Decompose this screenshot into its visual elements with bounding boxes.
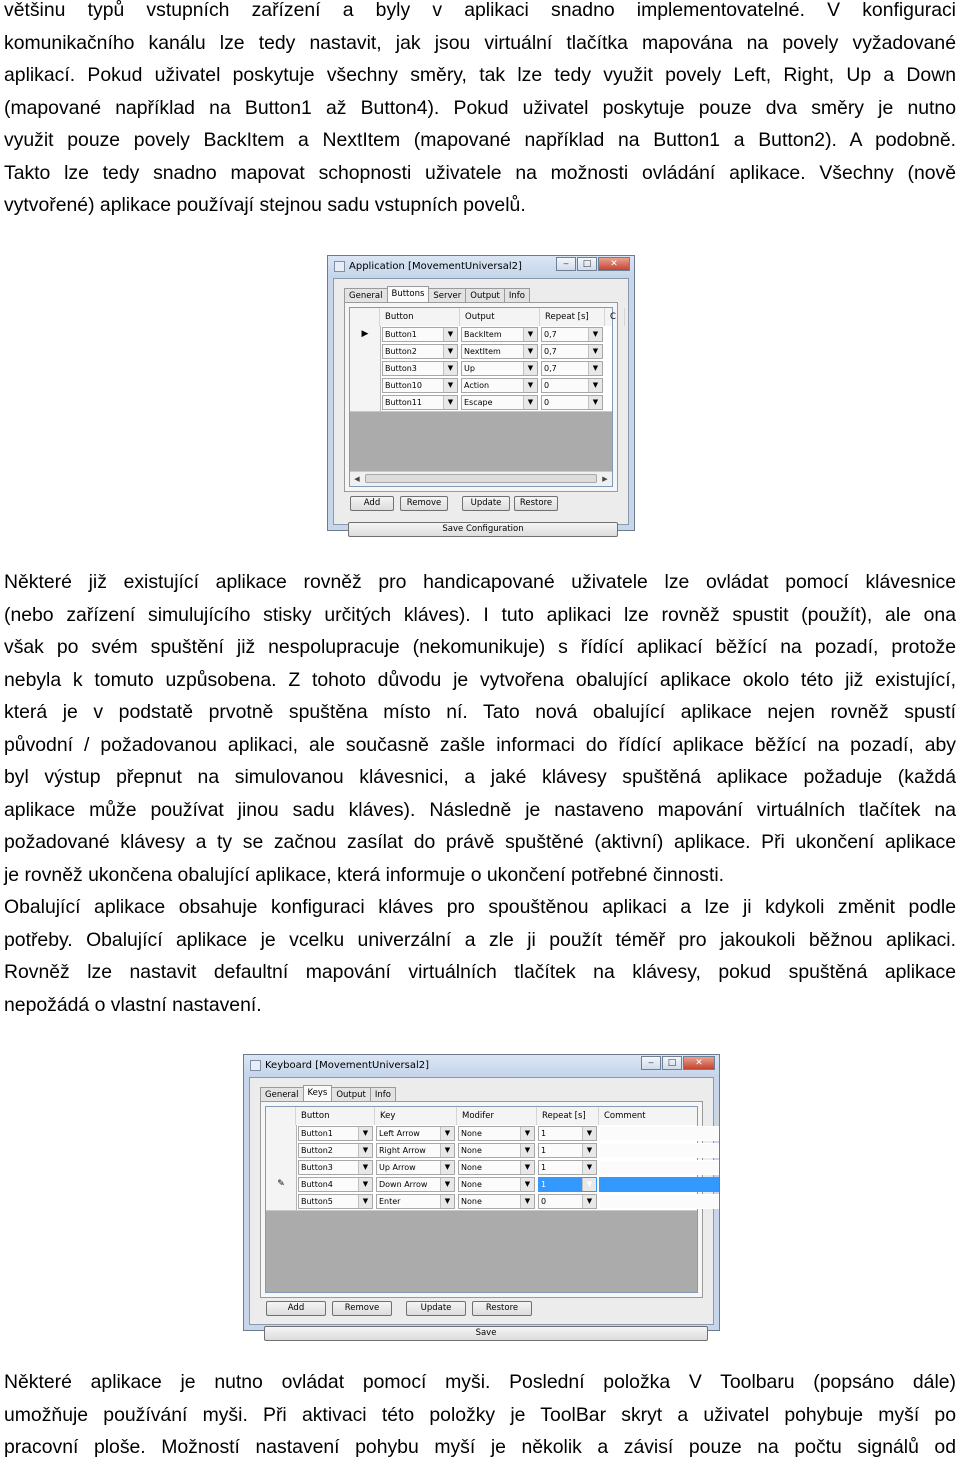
minimize-icon[interactable]: ‒	[556, 257, 576, 271]
grid-corner	[266, 1107, 296, 1125]
chevron-down-icon[interactable]: ▼	[520, 1144, 534, 1157]
close-icon[interactable]: ✕	[598, 257, 630, 271]
output-select-value: NextItem	[464, 347, 501, 356]
row-header	[266, 1159, 297, 1176]
tab-buttons[interactable]: Buttons	[387, 286, 430, 302]
table-row[interactable]	[266, 1176, 697, 1194]
column-header-button[interactable]: Button	[296, 1107, 375, 1125]
repeat-select[interactable]	[541, 344, 603, 359]
button-select-value: Button5	[301, 1197, 333, 1206]
chevron-down-icon[interactable]: ▼	[443, 396, 457, 409]
text-line: požadované klávesy a ty se začnou zasílat do právě spuštěné (aktivní) aplikace. Při ukončení aplikace	[4, 831, 956, 853]
modifier-select[interactable]	[458, 1177, 535, 1192]
row-header	[266, 1142, 297, 1159]
chevron-down-icon[interactable]: ▼	[582, 1178, 596, 1191]
text-line: Některé aplikace je nutno ovládat pomocí myši. Poslední položka V Toolbaru (popsáno dále)	[4, 1371, 956, 1393]
comment-cell[interactable]	[599, 1126, 719, 1141]
repeat-select[interactable]	[538, 1160, 597, 1175]
tab-strip	[344, 287, 529, 303]
output-select[interactable]	[461, 344, 538, 359]
window-title: Keyboard [MovementUniversal2]	[265, 1060, 430, 1071]
output-select-value: Up	[464, 364, 475, 373]
table-row[interactable]	[350, 394, 612, 412]
row-header	[266, 1193, 297, 1210]
chevron-down-icon[interactable]: ▼	[358, 1178, 372, 1191]
application-dialog	[327, 255, 635, 534]
comment-cell[interactable]	[599, 1194, 719, 1209]
chevron-down-icon[interactable]: ▼	[443, 345, 457, 358]
repeat-select-value: 1	[541, 1180, 547, 1189]
chevron-down-icon[interactable]: ▼	[582, 1144, 596, 1157]
repeat-select-value: 0,7	[544, 347, 557, 356]
repeat-select[interactable]	[538, 1126, 597, 1141]
text-line: (nebo zařízení simulujícího stisky určitých kláves). I tuto aplikaci lze rovněž spustit (použít), ale ona	[4, 603, 956, 626]
output-select[interactable]	[461, 327, 538, 342]
chevron-down-icon[interactable]: ▼	[440, 1127, 454, 1140]
tab-strip	[260, 1086, 395, 1102]
application-icon	[250, 1060, 261, 1071]
repeat-select[interactable]	[541, 378, 603, 393]
chevron-down-icon[interactable]: ▼	[523, 396, 537, 409]
grid-header	[350, 308, 616, 327]
text-line: Obalující aplikace obsahuje konfiguraci kláves pro spouštěnou aplikaci a lze ji kdykoli změnit podle	[4, 896, 956, 918]
window-title: Application [MovementUniversal2]	[349, 261, 522, 272]
key-select-value: Down Arrow	[379, 1180, 428, 1189]
chevron-down-icon[interactable]: ▼	[523, 379, 537, 392]
text-line: aplikací. Pokud uživatel poskytuje všechny směry, tak lze tedy využit povely Left, Right, Up a Down	[4, 64, 956, 86]
column-header-output[interactable]: Output	[460, 308, 540, 326]
tab-general[interactable]: General	[344, 288, 388, 302]
chevron-down-icon[interactable]: ▼	[523, 345, 537, 358]
row-header	[350, 360, 381, 377]
column-header-comment[interactable]: Comment	[599, 1107, 719, 1125]
repeat-select[interactable]	[538, 1194, 597, 1209]
grid-corner	[350, 308, 380, 326]
save-configuration-button[interactable]: Save Configuration	[348, 522, 618, 537]
button-select[interactable]	[382, 378, 458, 393]
close-icon[interactable]: ✕	[683, 1056, 715, 1070]
table-row[interactable]	[266, 1159, 697, 1177]
text-line: která je v podstatě prvotně spuštěna místo ní. Tato nová obalující aplikace nejen rovněž spustí	[4, 701, 956, 723]
text-line: vytvořené) aplikace používají stejnou sadu vstupních povelů.	[4, 194, 526, 216]
keyboard-dialog	[243, 1054, 720, 1338]
title-bar	[328, 256, 634, 278]
button-select-value: Button10	[385, 381, 422, 390]
repeat-select[interactable]	[538, 1143, 597, 1158]
column-header-button[interactable]: Button	[380, 308, 460, 326]
repeat-select-value: 0	[541, 1197, 547, 1206]
chevron-down-icon[interactable]: ▼	[523, 362, 537, 375]
paragraph-keyboard-configuration	[4, 891, 956, 1021]
text-line: Některé již existující aplikace rovněž pro handicapované uživatele lze ovládat pomocí klávesnice	[4, 571, 956, 593]
text-line: aplikace může používat jinou sadu kláves). Následně je nastaveno mapování virtuálních tlačítek na	[4, 798, 956, 821]
output-select-value: Action	[464, 381, 490, 390]
chevron-down-icon[interactable]: ▼	[443, 362, 457, 375]
paragraph-intro	[4, 0, 956, 222]
chevron-down-icon[interactable]: ▼	[443, 379, 457, 392]
key-mapping-grid	[265, 1106, 698, 1293]
edit-pencil-icon: ✎	[266, 1176, 297, 1193]
column-header-key[interactable]: Key	[375, 1107, 457, 1125]
add-button[interactable]: Add	[350, 496, 394, 511]
tab-output[interactable]: Output	[465, 288, 505, 302]
button-select[interactable]	[382, 344, 458, 359]
text-line: většinu typů vstupních zařízení a byly v aplikaci snadno implementovatelné. V konfiguraci	[4, 0, 956, 21]
row-header	[350, 394, 381, 411]
button-select-value: Button2	[301, 1146, 333, 1155]
text-line: nepožádá o vlastní nastavení.	[4, 993, 262, 1016]
window-client	[249, 1077, 714, 1338]
button-select-value: Button11	[385, 398, 422, 407]
button-select[interactable]	[382, 361, 458, 376]
table-row[interactable]	[350, 326, 612, 344]
text-line: byl výstup přepnut na simulovanou klávesnici, a jaké klávesy spuštěná aplikace požaduje (každá	[4, 766, 956, 788]
restore-button[interactable]: Restore	[472, 1301, 532, 1316]
row-header	[350, 343, 381, 360]
key-select[interactable]	[376, 1143, 455, 1158]
modifier-select-value: None	[461, 1146, 482, 1155]
table-row[interactable]	[266, 1142, 697, 1160]
column-header-repeat-s[interactable]: Repeat [s]	[537, 1107, 599, 1125]
keys-tab-panel	[260, 1101, 703, 1298]
comment-cell[interactable]	[599, 1177, 719, 1192]
horizontal-scrollbar[interactable]	[350, 471, 612, 486]
output-select[interactable]	[461, 361, 538, 376]
buttons-tab-panel	[344, 302, 618, 492]
repeat-select[interactable]	[541, 327, 603, 342]
modifier-select-value: None	[461, 1197, 482, 1206]
output-select-value: Escape	[464, 398, 493, 407]
chevron-down-icon[interactable]: ▼	[582, 1161, 596, 1174]
key-select-value: Enter	[379, 1197, 401, 1206]
repeat-select-value: 1	[541, 1146, 547, 1155]
update-button[interactable]: Update	[406, 1301, 466, 1316]
key-select[interactable]	[376, 1126, 455, 1141]
grid-header	[266, 1107, 697, 1126]
chevron-down-icon[interactable]: ▼	[440, 1161, 454, 1174]
chevron-down-icon[interactable]: ▼	[582, 1195, 596, 1208]
repeat-select-value: 0,7	[544, 330, 557, 339]
modifier-select-value: None	[461, 1163, 482, 1172]
text-line: Takto lze tedy snadno mapovat schopnosti uživatele na možnosti ovládání aplikace. Všechny (nově	[4, 161, 956, 184]
chevron-down-icon[interactable]: ▼	[358, 1195, 372, 1208]
scroll-right-icon[interactable]: ▶	[602, 475, 608, 483]
text-line: Rovněž lze nastavit defaultní mapování virtuálních tlačítek na klávesy, pokud spuštěná aplikace	[4, 961, 956, 983]
modifier-select[interactable]	[458, 1194, 535, 1209]
tab-keys[interactable]: Keys	[303, 1085, 333, 1101]
button-select[interactable]	[382, 395, 458, 410]
chevron-down-icon[interactable]: ▼	[588, 396, 602, 409]
text-line: nebyla k tomuto uzpůsobena. Z tohoto důvodu je vytvořena obalující aplikace okolo této již existující,	[4, 668, 956, 691]
output-select-value: BackItem	[464, 330, 502, 339]
button-select-value: Button4	[301, 1180, 333, 1189]
text-line: však po svém spuštění již nespolupracuje (nekomunikuje) s řídící aplikací běžící na pozadí, protože	[4, 636, 956, 658]
chevron-down-icon[interactable]: ▼	[358, 1127, 372, 1140]
key-select[interactable]	[376, 1160, 455, 1175]
table-row[interactable]	[266, 1125, 697, 1143]
button-select-value: Button2	[385, 347, 417, 356]
tab-info[interactable]: Info	[504, 288, 530, 302]
button-select[interactable]	[298, 1194, 373, 1209]
chevron-down-icon[interactable]: ▼	[588, 379, 602, 392]
chevron-down-icon[interactable]: ▼	[588, 362, 602, 375]
tab-general[interactable]: General	[260, 1087, 304, 1101]
row-header	[266, 1125, 297, 1142]
maximize-icon[interactable]: □	[662, 1056, 682, 1070]
text-line: komunikačního kanálu lze tedy nastavit, jak jsou virtuální tlačítka mapována na povely vyžadované	[4, 31, 956, 54]
button-mapping-grid	[349, 307, 616, 487]
tab-info[interactable]: Info	[370, 1087, 396, 1101]
text-line: potřeby. Obalující aplikace je vcelku univerzální a zle ji použít téměř pro jakoukoli běžnou aplikaci.	[4, 928, 956, 951]
chevron-down-icon[interactable]: ▼	[440, 1144, 454, 1157]
button-select-value: Button1	[301, 1129, 333, 1138]
chevron-down-icon[interactable]: ▼	[440, 1178, 454, 1191]
update-button[interactable]: Update	[462, 496, 510, 511]
table-row[interactable]	[350, 343, 612, 361]
key-select[interactable]	[376, 1177, 455, 1192]
chevron-down-icon[interactable]: ▼	[582, 1127, 596, 1140]
column-header-modifer[interactable]: Modifer	[457, 1107, 537, 1125]
key-select-value: Right Arrow	[379, 1146, 426, 1155]
current-row-arrow-icon: ▶	[350, 326, 381, 343]
repeat-select[interactable]	[541, 361, 603, 376]
table-row[interactable]	[350, 377, 612, 395]
text-line: je rovněž ukončena obalující aplikace, která informuje o ukončení potřebné činnosti.	[4, 863, 725, 886]
modifier-select[interactable]	[458, 1126, 535, 1141]
key-select-value: Up Arrow	[379, 1163, 416, 1172]
tab-output[interactable]: Output	[331, 1087, 371, 1101]
button-select[interactable]	[298, 1126, 373, 1141]
repeat-select-value: 1	[541, 1129, 547, 1138]
text-line: využit pouze povely BackItem a NextItem (mapované například na Button1 a Button2). A podobně.	[4, 129, 956, 151]
repeat-select-value: 1	[541, 1163, 547, 1172]
restore-button[interactable]: Restore	[514, 496, 558, 511]
repeat-select[interactable]	[541, 395, 603, 410]
comment-cell[interactable]	[599, 1160, 719, 1175]
key-select[interactable]	[376, 1194, 455, 1209]
chevron-down-icon[interactable]: ▼	[588, 328, 602, 341]
table-row[interactable]	[350, 360, 612, 378]
modifier-select-value: None	[461, 1129, 482, 1138]
chevron-down-icon[interactable]: ▼	[520, 1127, 534, 1140]
chevron-down-icon[interactable]: ▼	[520, 1161, 534, 1174]
text-line: umožňuje používání myši. Při aktivaci této položky je ToolBar skryt a uživatel pohybuje myší po	[4, 1403, 956, 1426]
minimize-icon[interactable]: ‒	[641, 1056, 661, 1070]
repeat-select-value: 0,7	[544, 364, 557, 373]
button-select[interactable]	[298, 1177, 373, 1192]
button-select[interactable]	[382, 327, 458, 342]
maximize-icon[interactable]: □	[577, 257, 597, 271]
chevron-down-icon[interactable]: ▼	[440, 1195, 454, 1208]
chevron-down-icon[interactable]: ▼	[588, 345, 602, 358]
text-line: (mapované například na Button1 až Button4). Pokud uživatel poskytuje pouze dva směry je nutno	[4, 96, 956, 119]
comment-cell[interactable]	[599, 1143, 719, 1158]
save-button[interactable]: Save	[264, 1326, 708, 1341]
repeat-select[interactable]	[538, 1177, 597, 1192]
paragraph-mouse-control	[4, 1366, 956, 1464]
text-line: pracovní ploše. Možností nastavení pohybu myší je několik a závisí pouze na počtu signálů od	[4, 1436, 956, 1458]
chevron-down-icon[interactable]: ▼	[358, 1161, 372, 1174]
paragraph-wrapper-application	[4, 566, 956, 891]
modifier-select-value: None	[461, 1180, 482, 1189]
remove-button[interactable]: Remove	[400, 496, 448, 511]
output-select[interactable]	[461, 395, 538, 410]
output-select[interactable]	[461, 378, 538, 393]
remove-button[interactable]: Remove	[332, 1301, 392, 1316]
scroll-thumb[interactable]	[365, 474, 597, 483]
chevron-down-icon[interactable]: ▼	[520, 1178, 534, 1191]
modifier-select[interactable]	[458, 1143, 535, 1158]
scroll-left-icon[interactable]: ◀	[354, 475, 360, 483]
chevron-down-icon[interactable]: ▼	[443, 328, 457, 341]
row-header	[350, 377, 381, 394]
button-select[interactable]	[298, 1160, 373, 1175]
modifier-select[interactable]	[458, 1160, 535, 1175]
key-select-value: Left Arrow	[379, 1129, 420, 1138]
repeat-select-value: 0	[544, 398, 550, 407]
window-client	[333, 278, 629, 534]
title-bar	[244, 1055, 719, 1077]
column-header-c[interactable]: C	[605, 308, 625, 326]
button-select-value: Button3	[301, 1163, 333, 1172]
column-header-repeat-s[interactable]: Repeat [s]	[540, 308, 605, 326]
text-line: původní / požadovanou aplikaci, ale současně zašle informaci do řídící aplikace běžící na pozadí, aby	[4, 733, 956, 756]
application-icon	[334, 261, 345, 272]
chevron-down-icon[interactable]: ▼	[358, 1144, 372, 1157]
chevron-down-icon[interactable]: ▼	[523, 328, 537, 341]
button-select-value: Button3	[385, 364, 417, 373]
button-select[interactable]	[298, 1143, 373, 1158]
table-row[interactable]	[266, 1193, 697, 1211]
repeat-select-value: 0	[544, 381, 550, 390]
chevron-down-icon[interactable]: ▼	[520, 1195, 534, 1208]
button-select-value: Button1	[385, 330, 417, 339]
tab-server[interactable]: Server	[428, 288, 466, 302]
add-button[interactable]: Add	[266, 1301, 326, 1316]
